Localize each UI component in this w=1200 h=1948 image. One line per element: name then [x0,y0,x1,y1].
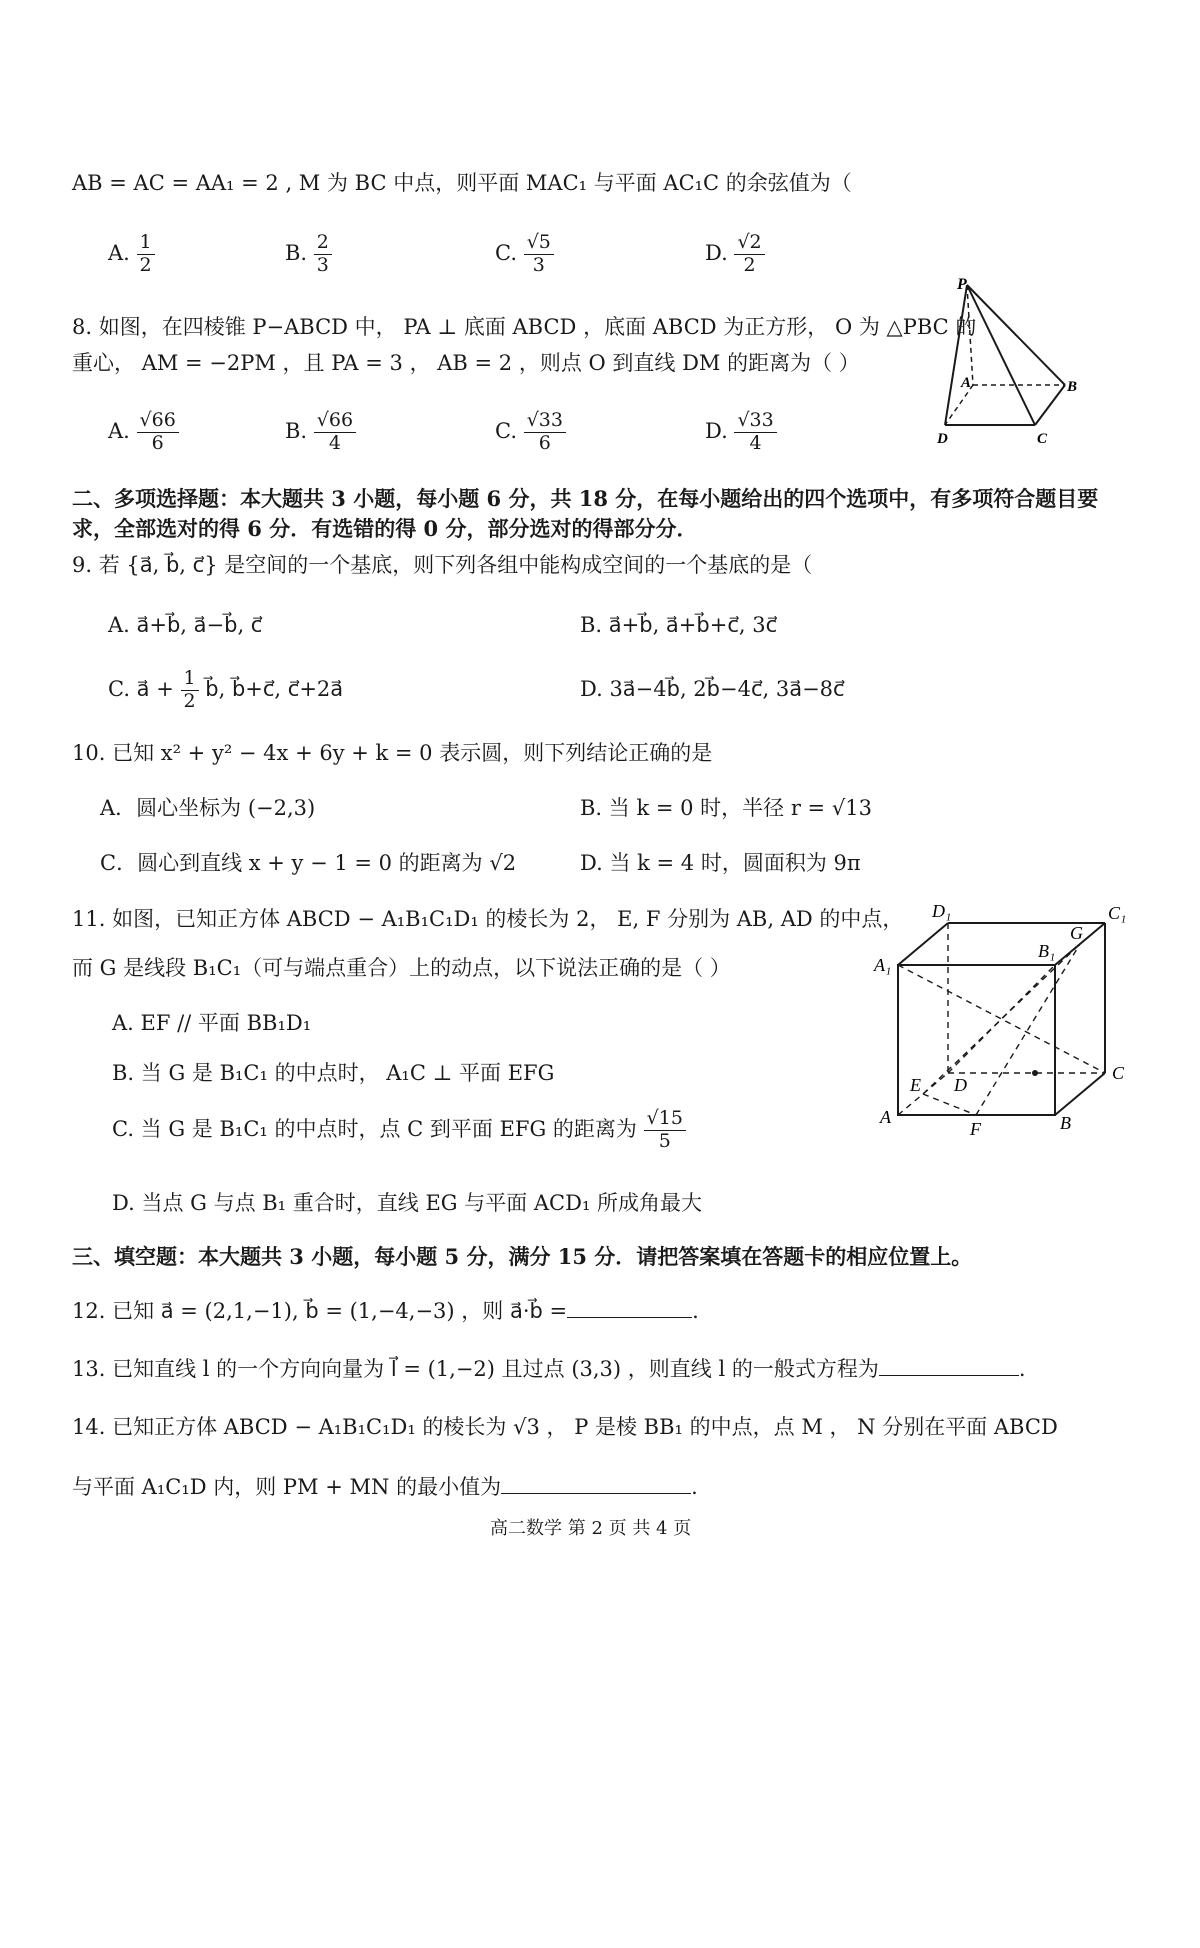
q7-stem: AB = AC = AA₁ = 2 , M 为 BC 中点，则平面 MAC₁ 与平面 AC₁C 的余弦值为（ [72,171,852,195]
edge-cb [1035,385,1065,425]
seg-eg [923,944,1080,1094]
edge-bc [1055,1073,1105,1115]
q9-option-b: B. a⃗+b⃗, a⃗+b⃗+c⃗, 3c⃗ [580,613,778,637]
q14-line2: 与平面 A₁C₁D 内，则 PM + MN 的最小值为 . [72,1472,698,1500]
label-b: B [1060,1113,1071,1133]
q14-line1: 14. 已知正方体 ABCD − A₁B₁C₁D₁ 的棱长为 √3 ， P 是棱 BB₁ 的中点，点 M ， N 分别在平面 ABCD [72,1415,1058,1439]
label-c1: C₁ [1108,903,1127,923]
label-d: D [954,1075,967,1095]
q11-option-c: C. 当 G 是 B₁C₁ 的中点时，点 C 到平面 EFG 的距离为 $\frac{√15}{5}$ [112,1108,686,1153]
section3-heading: 三、填空题：本大题共 3 小题，每小题 5 分，满分 15 分．请把答案填在答题卡的相应位置上。 [72,1244,973,1269]
q7-option-c: C. $\frac{√5}{3}$ [495,232,554,277]
seg-fg [976,944,1080,1115]
q8-line2: 重心， AM = −2PM ，且 PA = 3 ， AB = 2 ，则点 O 到直线 DM 的距离为（ ） [72,351,860,375]
edge-pb [967,285,1065,385]
diag-a1c [898,965,1105,1073]
label-g: G [1070,923,1083,943]
q14-answer-blank[interactable] [501,1472,691,1494]
q10-stem: 10. 已知 x² + y² − 4x + 6y + k = 0 表示圆，则下列结论正确的是 [72,741,713,765]
label-a1: A₁ [874,955,892,975]
q9-stem: 9. 若 {a⃗, b⃗, c⃗} 是空间的一个基底，则下列各组中能构成空间的一个基底的是（ [72,553,813,577]
q9-option-d: D. 3a⃗−4b⃗, 2b⃗−4c⃗, 3a⃗−8c⃗ [580,677,845,701]
section2-line1: 二、多项选择题：本大题共 3 小题，每小题 6 分，共 18 分，在每小题给出的四个选项中，有多项符合题目要 [72,486,1099,511]
center-dot [1032,1070,1038,1076]
q8-line1: 8. 如图，在四棱锥 P−ABCD 中， PA ⊥ 底面 ABCD ，底面 ABCD 为正方形， O 为 △PBC 的 [72,315,977,339]
q11-option-b: B. 当 G 是 B₁C₁ 的中点时， A₁C ⊥ 平面 EFG [112,1061,555,1085]
label-d1: D₁ [932,901,952,921]
edge-pc [967,285,1035,425]
label-c: C [1112,1063,1125,1083]
q7-option-b: B. $\frac{2}{3}$ [285,232,332,277]
section2-line2: 求，全部选对的得 6 分．有选错的得 0 分，部分选对的得部分分． [72,516,698,541]
edge-pa [967,285,973,385]
q10-option-b: B. 当 k = 0 时，半径 r = √13 [580,796,872,820]
edge-a1d1 [898,923,948,965]
cube-front-face [898,965,1055,1115]
q7-option-a: A. $\frac{1}{2}$ [108,232,155,277]
label-b1: B₁ [1038,941,1056,961]
q10-option-d: D. 当 k = 4 时，圆面积为 9π [580,851,861,875]
cube-figure [870,895,1130,1139]
seg-ef [923,1094,976,1115]
q9-option-a: A. a⃗+b⃗, a⃗−b⃗, c⃗ [108,613,263,637]
q11-option-a: A. EF // 平面 BB₁D₁ [112,1011,312,1035]
q8-option-c: C. $\frac{√33}{6}$ [495,410,566,455]
q7-option-d: D. $\frac{√2}{2}$ [705,232,765,277]
page-footer: 高二数学 第 2 页 共 4 页 [490,1518,692,1539]
q11-line2: 而 G 是线段 B₁C₁（可与端点重合）上的动点，以下说法正确的是（ ） [72,956,731,980]
q11-option-d: D. 当点 G 与点 B₁ 重合时，直线 EG 与平面 ACD₁ 所成角最大 [112,1191,703,1215]
label-b: B [1067,379,1078,395]
label-f: F [970,1119,981,1139]
q8-option-d: D. $\frac{√33}{4}$ [705,410,777,455]
edge-ad [945,385,973,425]
q8-option-b: B. $\frac{√66}{4}$ [285,410,356,455]
label-p: P [957,276,967,293]
label-d: D [937,431,948,447]
q11-line1: 11. 如图，已知正方体 ABCD − A₁B₁C₁D₁ 的棱长为 2， E, F 分别为 AB, AD 的中点， [72,907,904,931]
label-c: C [1037,431,1048,447]
q9-option-c: C. a⃗ + $\frac{1}{2}$ b⃗, b⃗+c⃗, c⃗+2a⃗ [108,667,344,712]
q13-answer-blank[interactable] [879,1354,1019,1376]
q13: 13. 已知直线 l 的一个方向向量为 l⃗ = (1,−2) 且过点 (3,3) ，则直线 l 的一般式方程为 . [72,1354,1026,1382]
q12-answer-blank[interactable] [567,1296,692,1318]
label-a: A [961,375,972,391]
edge-pd [945,285,967,425]
q8-option-a: A. $\frac{√66}{6}$ [108,410,179,455]
q12: 12. 已知 a⃗ = (2,1,−1), b⃗ = (1,−4,−3) ，则 a⃗·b⃗ = . [72,1296,699,1324]
label-e: E [910,1075,921,1095]
pyramid-figure [935,275,1078,455]
diag-db1 [948,965,1055,1073]
label-a: A [880,1107,891,1127]
q10-option-a: A．圆心坐标为 (−2,3) [100,796,316,820]
q10-option-c: C．圆心到直线 x + y − 1 = 0 的距离为 √2 [100,851,517,875]
